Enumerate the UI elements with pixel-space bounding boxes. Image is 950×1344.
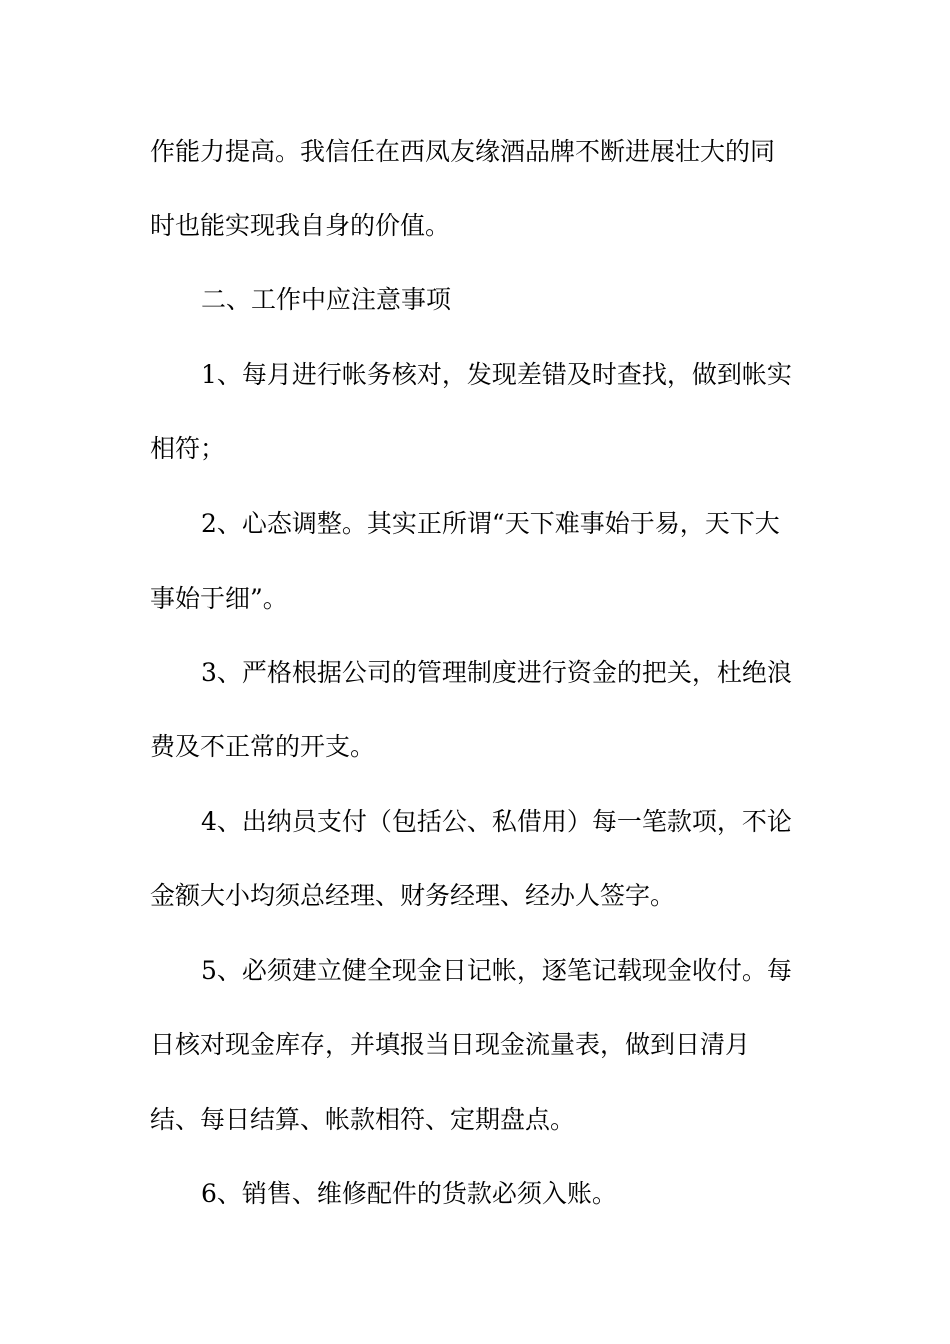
paragraph-line: 金额大小均须总经理、财务经理、经办人签字。 bbox=[150, 881, 676, 910]
paragraph-line: 相符； bbox=[150, 434, 226, 463]
paragraph-line: 2、心态调整。其实正所谓“天下难事始于易，天下大 bbox=[201, 509, 780, 538]
paragraph-line: 作能力提高。我信任在西凤友缘酒品牌不断进展壮大的同 bbox=[150, 137, 776, 166]
paragraph-line: 事始于细”。 bbox=[150, 584, 288, 613]
paragraph-line: 日核对现金库存，并填报当日现金流量表，做到日清月 bbox=[150, 1030, 751, 1059]
paragraph-line: 时也能实现我自身的价值。 bbox=[150, 211, 451, 240]
paragraph-line: 4、出纳员支付（包括公、私借用）每一笔款项，不论 bbox=[201, 807, 792, 836]
paragraph-line: 结、每日结算、帐款相符、定期盘点。 bbox=[150, 1105, 576, 1134]
section-heading: 二、工作中应注意事项 bbox=[201, 285, 452, 314]
paragraph-line: 1、每月进行帐务核对，发现差错及时查找，做到帐实 bbox=[201, 360, 792, 389]
paragraph-line: 6、销售、维修配件的货款必须入账。 bbox=[201, 1179, 617, 1208]
paragraph-line: 费及不正常的开支。 bbox=[150, 732, 376, 761]
paragraph-line: 3、严格根据公司的管理制度进行资金的把关，杜绝浪 bbox=[201, 658, 792, 687]
paragraph-line: 5、必须建立健全现金日记帐，逐笔记载现金收付。每 bbox=[201, 956, 792, 985]
